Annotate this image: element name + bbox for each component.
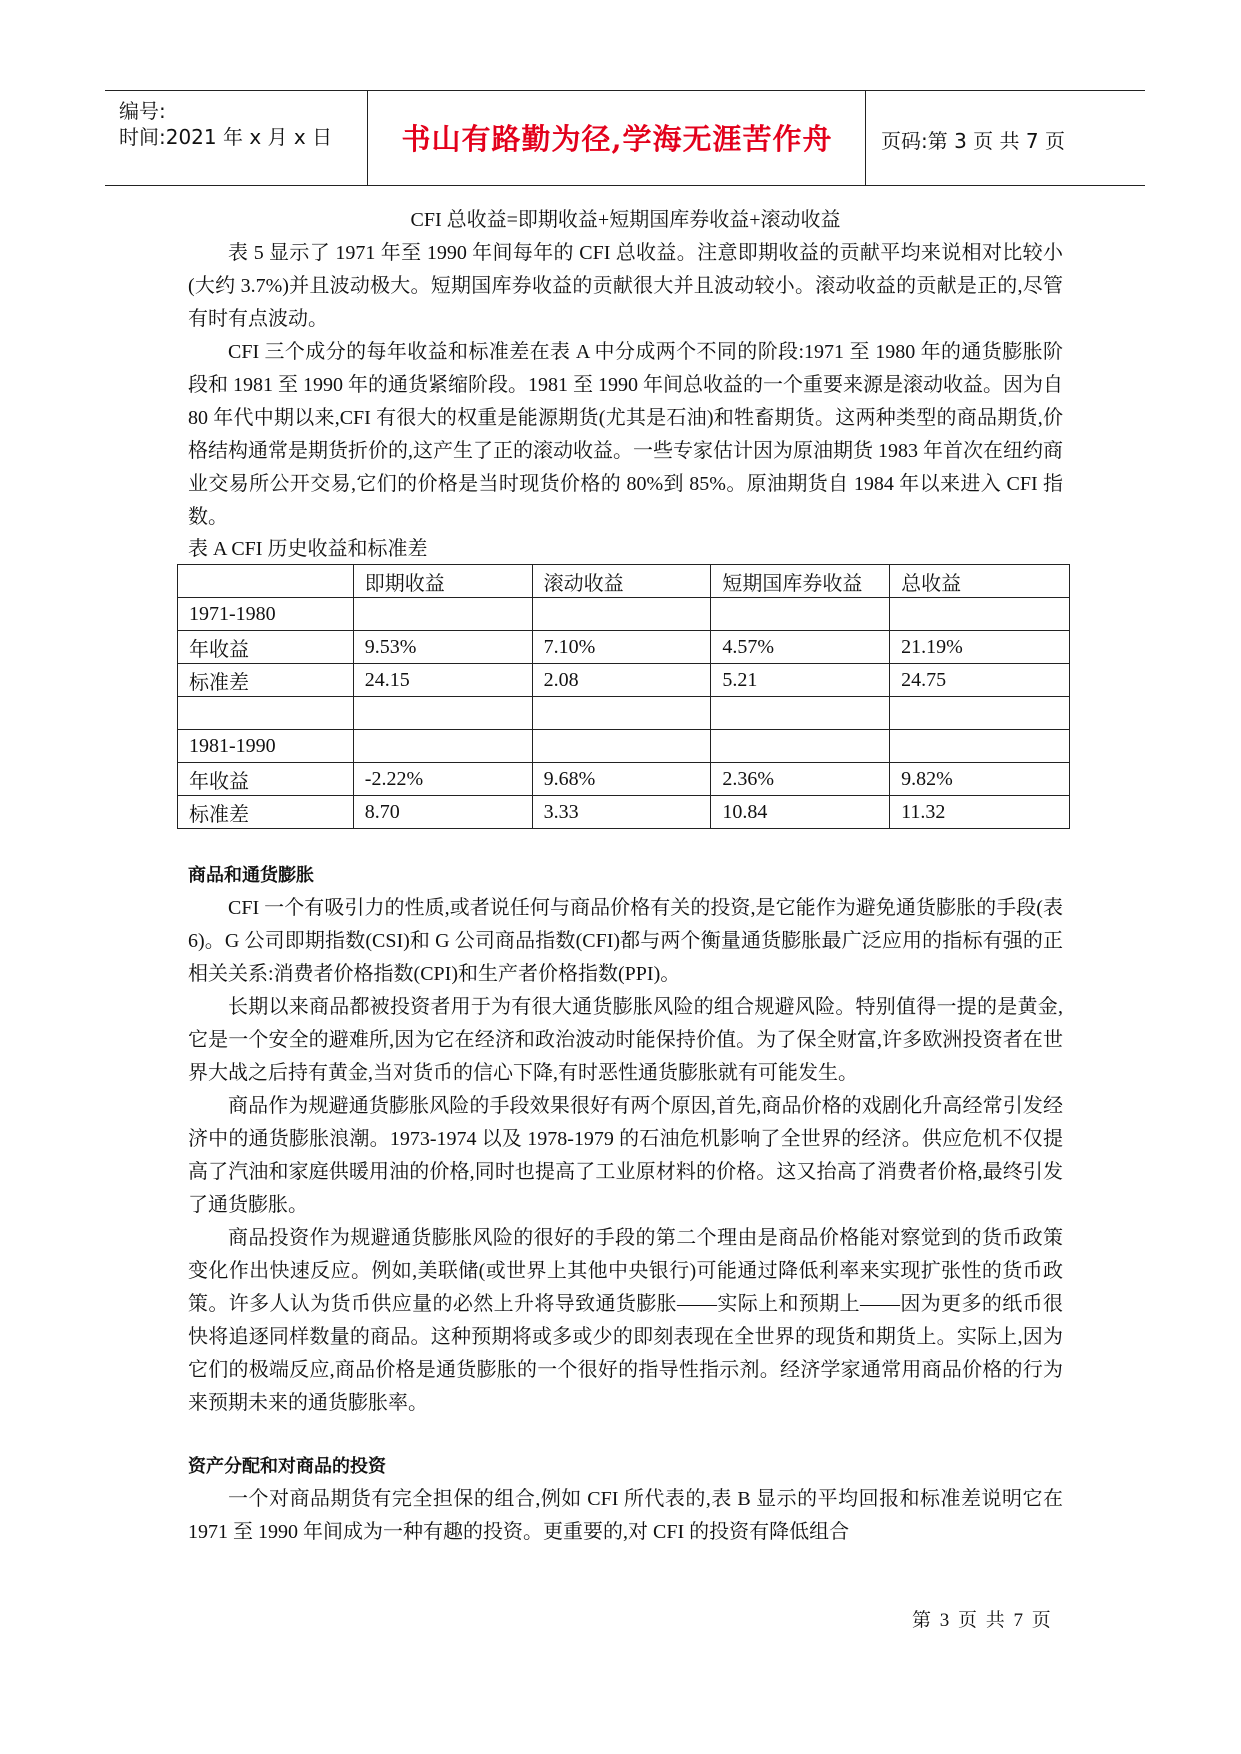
table-header-cell xyxy=(178,565,354,598)
table-cell xyxy=(890,598,1070,631)
header-motto-cell xyxy=(369,91,866,185)
page-number-label: 页码:第 3 页 共 7 页 xyxy=(881,129,1065,153)
page-header xyxy=(105,90,1145,186)
paragraph: 一个对商品期货有完全担保的组合,例如 CFI 所代表的,表 B 显示的平均回报和标准差说明它在 1971 至 1990 年间成为一种有趣的投资。更重要的,对 CFI 的投资有降低组合 xyxy=(188,1488,1063,1543)
table-row xyxy=(178,697,1070,730)
table-cell: 标准差 xyxy=(178,664,354,697)
table-cell: -2.22% xyxy=(353,763,532,796)
table-cell xyxy=(178,697,354,730)
table-cell: 年收益 xyxy=(178,763,354,796)
table-cell: 10.84 xyxy=(711,796,890,829)
table-cell xyxy=(532,598,711,631)
table-cell xyxy=(532,730,711,763)
table-header-cell: 滚动收益 xyxy=(532,565,711,598)
table-cell: 1971-1980 xyxy=(178,598,354,631)
table-cell xyxy=(353,598,532,631)
header-meta-cell xyxy=(105,91,368,185)
document-body xyxy=(188,204,1063,1549)
paragraph: 商品投资作为规避通货膨胀风险的很好的手段的第二个理由是商品价格能对察觉到的货币政策变化作出快速反应。例如,美联储(或世界上其他中央银行)可能通过降低利率来实现扩张性的货币政策。许多人认为货币供应量的必然上升将导致通货膨胀——实际上和预期上——因为更多的纸币很快将追逐同样数量的商品。这种预期将或多或少的即刻表现在全世界的现货和期货上。实际上,因为它们的极端反应,商品价格是通货膨胀的一个很好的指导性指示剂。经济学家通常用商品价格的行为来预期未来的通货膨胀率。 xyxy=(188,1227,1063,1414)
table-cell: 2.08 xyxy=(532,664,711,697)
paragraph: 长期以来商品都被投资者用于为有很大通货膨胀风险的组合规避风险。特别值得一提的是黄金,它是一个安全的避难所,因为它在经济和政治波动时能保持价值。为了保全财富,许多欧洲投资者在世界大战之后持有黄金,当对货币的信心下降,有时恶性通货膨胀就有可能发生。 xyxy=(188,996,1063,1084)
table-cell: 9.82% xyxy=(890,763,1070,796)
table-cell: 9.68% xyxy=(532,763,711,796)
table-cell: 21.19% xyxy=(890,631,1070,664)
spacer xyxy=(188,829,1063,859)
table-cell: 2.36% xyxy=(711,763,890,796)
formula-line: CFI 总收益=即期收益+短期国库券收益+滚动收益 xyxy=(410,209,841,231)
section-heading: 资产分配和对商品的投资 xyxy=(188,1456,386,1477)
table-caption: 表 A CFI 历史收益和标准差 xyxy=(188,538,428,560)
table-header-cell: 短期国库券收益 xyxy=(711,565,890,598)
number-label: 编号: xyxy=(119,99,166,123)
paragraph: 商品作为规避通货膨胀风险的手段效果很好有两个原因,首先,商品价格的戏剧化升高经常引发经济中的通货膨胀浪潮。1973-1974 以及 1978-1979 的石油危机影响了全世界的经济。供应危机不仅提高了汽油和家庭供暖用油的价格,同时也提高了工业原材料的价格。这又抬高了消费者价格,最终引发了通货膨胀。 xyxy=(188,1095,1063,1216)
section-heading: 商品和通货膨胀 xyxy=(188,865,314,886)
table-header-row xyxy=(178,565,1070,598)
table-row xyxy=(178,796,1070,829)
table-cell: 24.15 xyxy=(353,664,532,697)
table-header-cell: 即期收益 xyxy=(353,565,532,598)
table-cell xyxy=(711,730,890,763)
header-page-cell xyxy=(867,91,1145,185)
page-footer: 第 3 页 共 7 页 xyxy=(912,1610,1053,1631)
returns-table xyxy=(177,564,1070,829)
table-row xyxy=(178,631,1070,664)
table-cell: 3.33 xyxy=(532,796,711,829)
time-label: 时间:2021 年 x 月 x 日 xyxy=(119,125,333,149)
table-cell: 5.21 xyxy=(711,664,890,697)
table-row xyxy=(178,763,1070,796)
table-row xyxy=(178,664,1070,697)
spacer xyxy=(188,1420,1063,1450)
table-cell: 年收益 xyxy=(178,631,354,664)
table-cell: 24.75 xyxy=(890,664,1070,697)
paragraph: CFI 三个成分的每年收益和标准差在表 A 中分成两个不同的阶段:1971 至 1980 年的通货膨胀阶段和 1981 至 1990 年的通货紧缩阶段。1981 至 1990 年间总收益的一个重要来源是滚动收益。因为自 80 年代中期以来,CFI 有很大的权重是能源期货(尤其是石油)和牲畜期货。这两种类型的商品期货,价格结构通常是期货折价的,这产生了正的滚动收益。一些专家估计因为原油期货 1983 年首次在纽约商业交易所公开交易,它们的价格是当时现货价格的 80%到 85%。原油期货自 1984 年以来进入 CFI 指数。 xyxy=(188,341,1063,528)
table-row xyxy=(178,730,1070,763)
table-cell xyxy=(353,730,532,763)
table-cell: 9.53% xyxy=(353,631,532,664)
table-row xyxy=(178,598,1070,631)
paragraph: CFI 一个有吸引力的性质,或者说任何与商品价格有关的投资,是它能作为避免通货膨胀的手段(表 6)。G 公司即期指数(CSI)和 G 公司商品指数(CFI)都与两个衡量通货膨胀最广泛应用的指标有强的正相关关系:消费者价格指数(CPI)和生产者价格指数(PPI)。 xyxy=(188,897,1063,985)
table-cell: 1981-1990 xyxy=(178,730,354,763)
table-cell xyxy=(711,598,890,631)
table-cell: 4.57% xyxy=(711,631,890,664)
table-cell: 8.70 xyxy=(353,796,532,829)
table-cell: 标准差 xyxy=(178,796,354,829)
paragraph: 表 5 显示了 1971 年至 1990 年间每年的 CFI 总收益。注意即期收益的贡献平均来说相对比较小(大约 3.7%)并且波动极大。短期国库券收益的贡献很大并且波动较小。滚动收益的贡献是正的,尽管有时有点波动。 xyxy=(188,242,1063,330)
table-cell xyxy=(890,697,1070,730)
table-header-cell: 总收益 xyxy=(890,565,1070,598)
table-cell: 7.10% xyxy=(532,631,711,664)
table-cell xyxy=(711,697,890,730)
table-cell xyxy=(353,697,532,730)
table-cell xyxy=(532,697,711,730)
table-cell: 11.32 xyxy=(890,796,1070,829)
table-cell xyxy=(890,730,1070,763)
motto: 书山有路勤为径,学海无涯苦作舟 xyxy=(401,122,833,156)
